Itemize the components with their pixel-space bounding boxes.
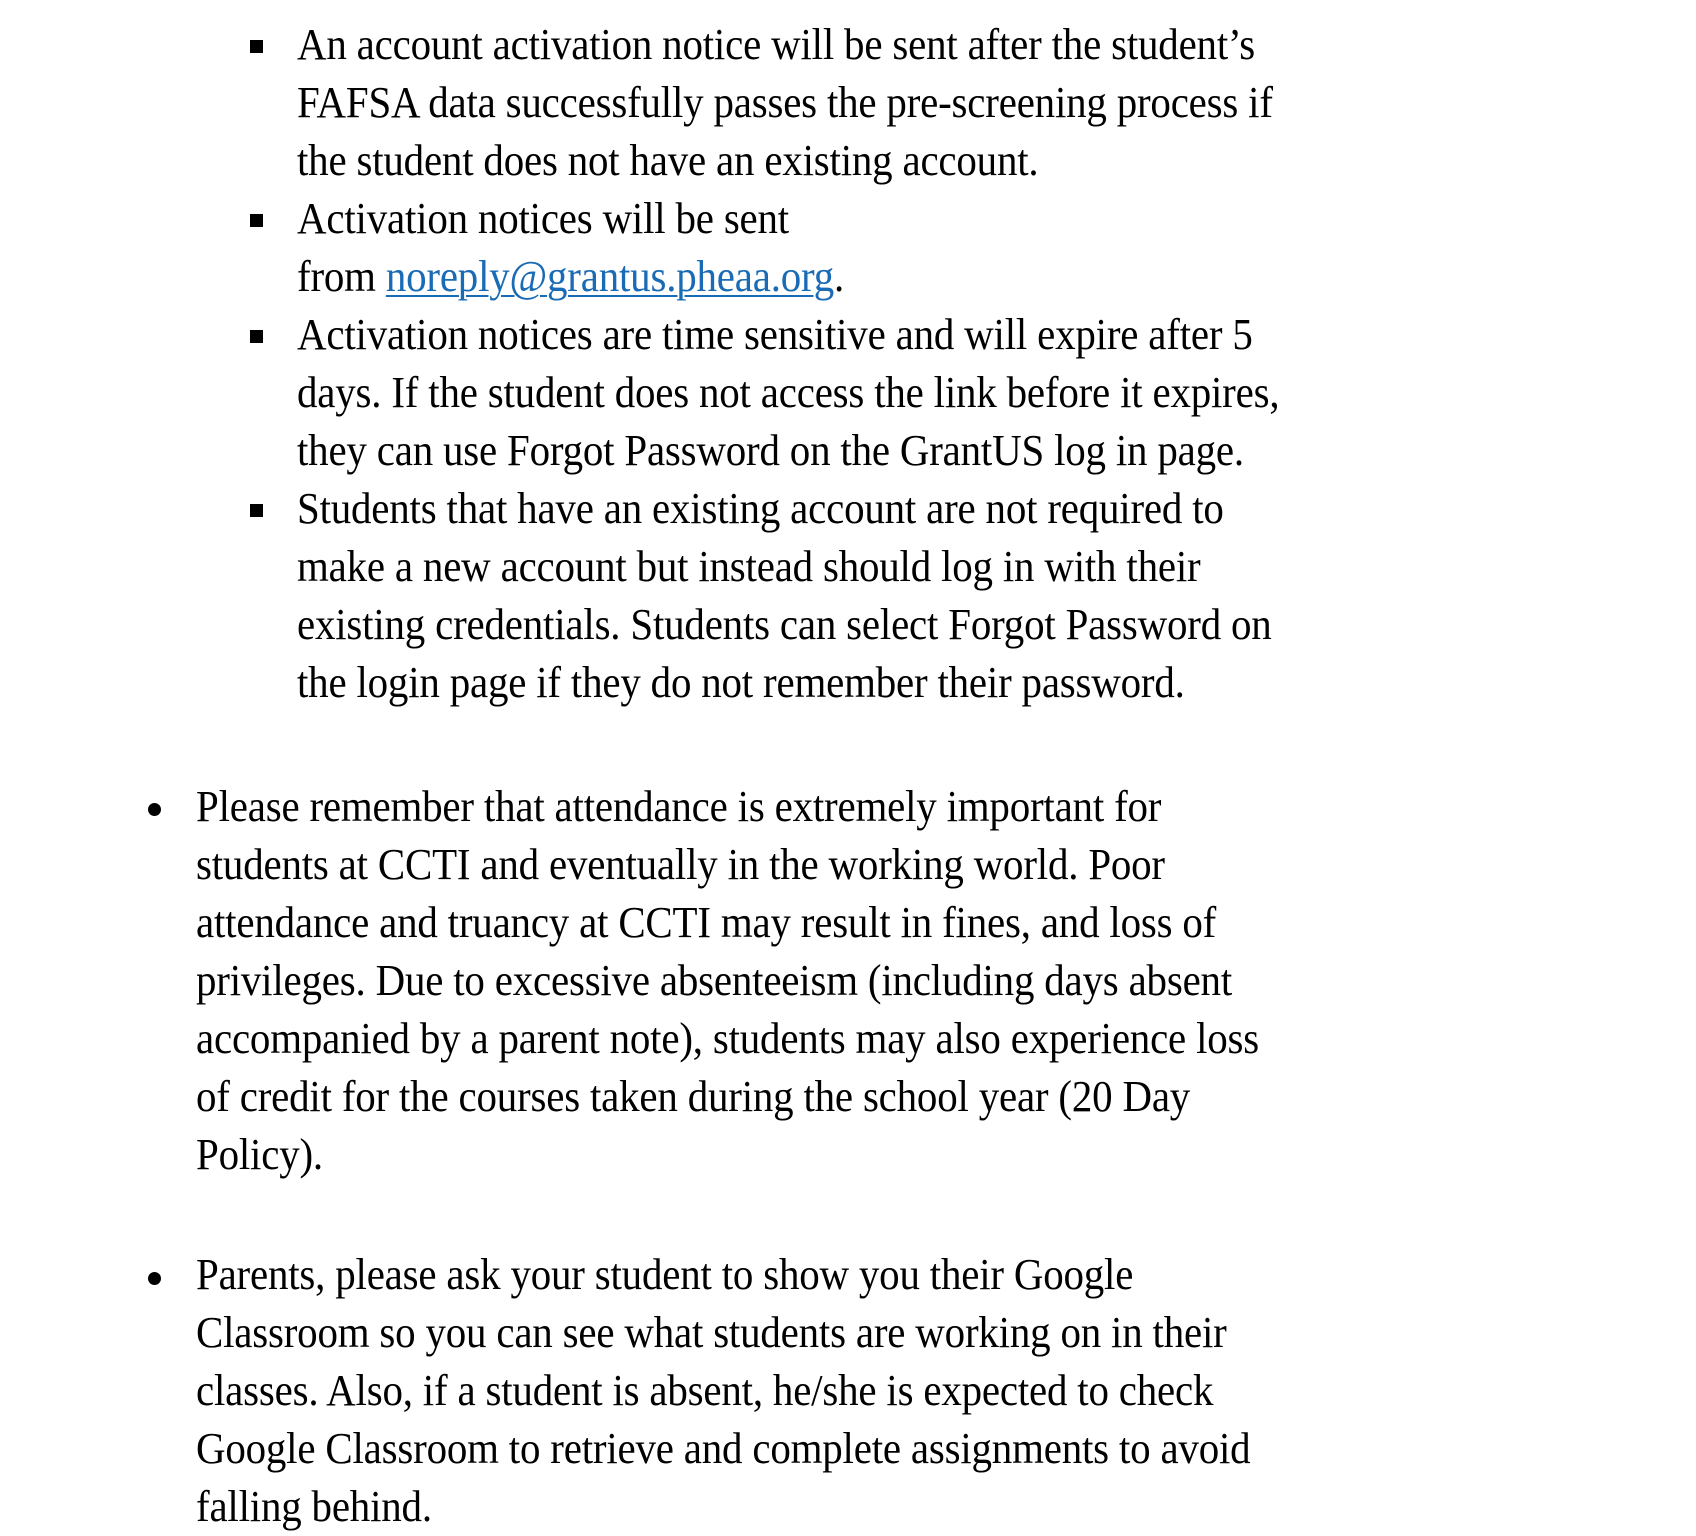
text-line: attendance and truancy at CCTI may result in fines, and loss of — [196, 898, 1217, 947]
text-line: the login page if they do not remember their password. — [297, 658, 1185, 707]
round-bullet-icon — [148, 803, 161, 816]
text-line: existing credentials. Students can select Forgot Password on — [297, 600, 1272, 649]
text-line: Parents, please ask your student to show you their Google — [196, 1250, 1134, 1299]
text-line: Google Classroom to retrieve and complete assignments to avoid — [196, 1424, 1251, 1473]
square-bullet-icon — [250, 504, 263, 517]
text-line: Policy). — [196, 1130, 323, 1179]
email-link[interactable]: noreply@grantus.pheaa.org — [385, 252, 835, 301]
text-line: students at CCTI and eventually in the working world. Poor — [196, 840, 1165, 889]
text-line: Activation notices are time sensitive and will expire after 5 — [297, 310, 1253, 359]
text-line: Classroom so you can see what students are working on in their — [196, 1308, 1227, 1357]
text-line: make a new account but instead should log in with their — [297, 542, 1201, 591]
text-line — [297, 248, 844, 306]
text-line: the student does not have an existing account. — [297, 136, 1039, 185]
text-line: classes. Also, if a student is absent, he/she is expected to check — [196, 1366, 1214, 1415]
text-line: An account activation notice will be sent after the student’s — [297, 20, 1255, 69]
text-line: of credit for the courses taken during the school year (20 Day — [196, 1072, 1191, 1121]
text-line: Please remember that attendance is extremely important for — [196, 782, 1162, 831]
square-bullet-icon — [250, 40, 263, 53]
text-line: they can use Forgot Password on the GrantUS log in page. — [297, 426, 1244, 475]
text-line: privileges. Due to excessive absenteeism (including days absent — [196, 956, 1233, 1005]
text-line: Activation notices will be sent — [297, 194, 789, 243]
text-line: FAFSA data successfully passes the pre-screening process if — [297, 78, 1273, 127]
round-bullet-icon — [148, 1272, 161, 1285]
square-bullet-icon — [250, 330, 263, 343]
text-line: falling behind. — [196, 1482, 432, 1531]
link-prefix: from — [297, 252, 386, 301]
text-line: Students that have an existing account are not required to — [297, 484, 1224, 533]
text-line: days. If the student does not access the link before it expires, — [297, 368, 1280, 417]
square-bullet-icon — [250, 214, 263, 227]
text-line: accompanied by a parent note), students may also experience loss — [196, 1014, 1260, 1063]
link-suffix: . — [834, 252, 845, 301]
